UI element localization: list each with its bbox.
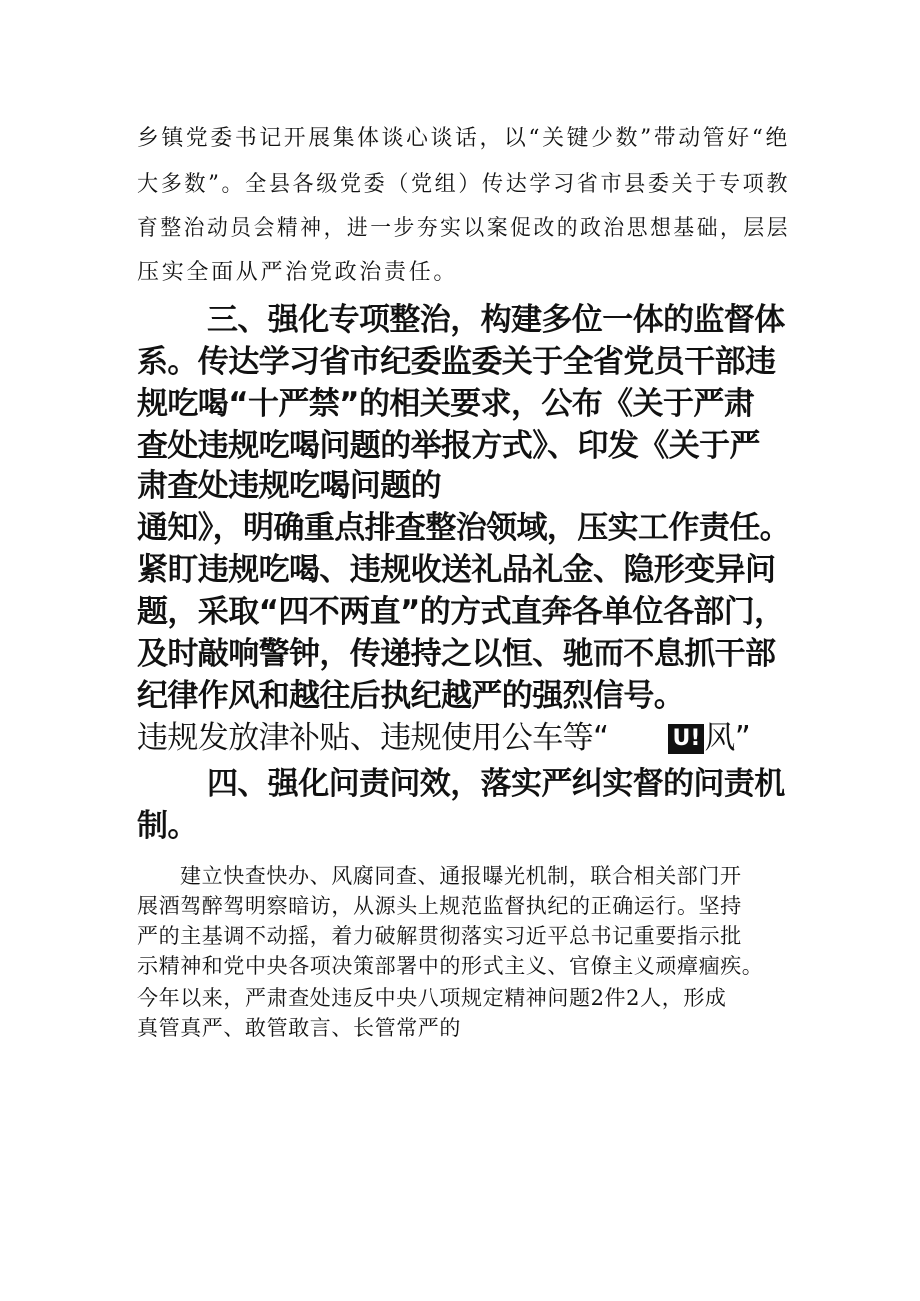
text-line: 查处违规吃喝问题的举报方式》、印发《关于严 (137, 428, 760, 464)
overlay-text-line (137, 718, 750, 758)
text-line: 大多数”。全县各级党委（党组）传达学习省市县委关于专项教 (137, 172, 791, 197)
text-line: 通知》，明确重点排查整治领域，压实工作责任。 (137, 510, 790, 546)
text-line: 紧盯违规吃喝、违规收送礼品礼金、隐形变异问 (137, 552, 776, 588)
overlay-text-after: 风” (704, 720, 751, 756)
text-line: 建立快查快办、风腐同查、通报曝光机制，联合相关部门开 (180, 864, 742, 888)
text-line: 乡镇党委书记开展集体谈心谈话，以“关键少数”带动管好“绝 (137, 126, 791, 151)
section-heading-3: 三、强化专项整治，构建多位一体的监督体 (207, 302, 785, 338)
text-line: 系。传达学习省市纪委监委关于全省党员干部违 (137, 344, 776, 380)
text-line: 育整治动员会精神，进一步夯实以案促改的政治思想基础，层层 (137, 216, 791, 241)
text-line: 题，采取“四不两直”的方式直奔各单位各部门， (137, 594, 785, 630)
overlay-text-before: 违规发放津补贴、违规使用公车等“ (137, 720, 609, 756)
text-line: 制。 (137, 808, 198, 844)
stamp-mark: U! (668, 724, 704, 754)
text-line: 真管真严、敢管敢言、长管常严的 (137, 1016, 461, 1040)
text-line: 规吃喝“十严禁”的相关要求，公布《关于严肃 (137, 386, 755, 422)
text-line: 展酒驾醉驾明察暗访，从源头上规范监督执纪的正确运行。坚持 (137, 894, 742, 918)
text-line: 及时敲响警钟，传递持之以恒、驰而不息抓干部 (137, 636, 776, 672)
text-line: 严的主基调不动摇，着力破解贯彻落实习近平总书记重要指示批 (137, 924, 742, 948)
text-line: 纪律作风和越往后执纪越严的强烈信号。 (137, 678, 685, 714)
text-line: 肃查处违规吃喝问题的 (137, 468, 441, 504)
text-line: 今年以来，严肃查处违反中央八项规定精神问题2件2人，形成 (137, 986, 727, 1010)
text-line: 示精神和党中央各项决策部署中的形式主义、官僚主义顽瘴痼疾。 (137, 954, 764, 978)
section-heading-4: 四、强化问责问效，落实严纠实督的问责机 (207, 766, 785, 802)
text-line: 压实全面从严治党政治责任。 (137, 260, 459, 285)
